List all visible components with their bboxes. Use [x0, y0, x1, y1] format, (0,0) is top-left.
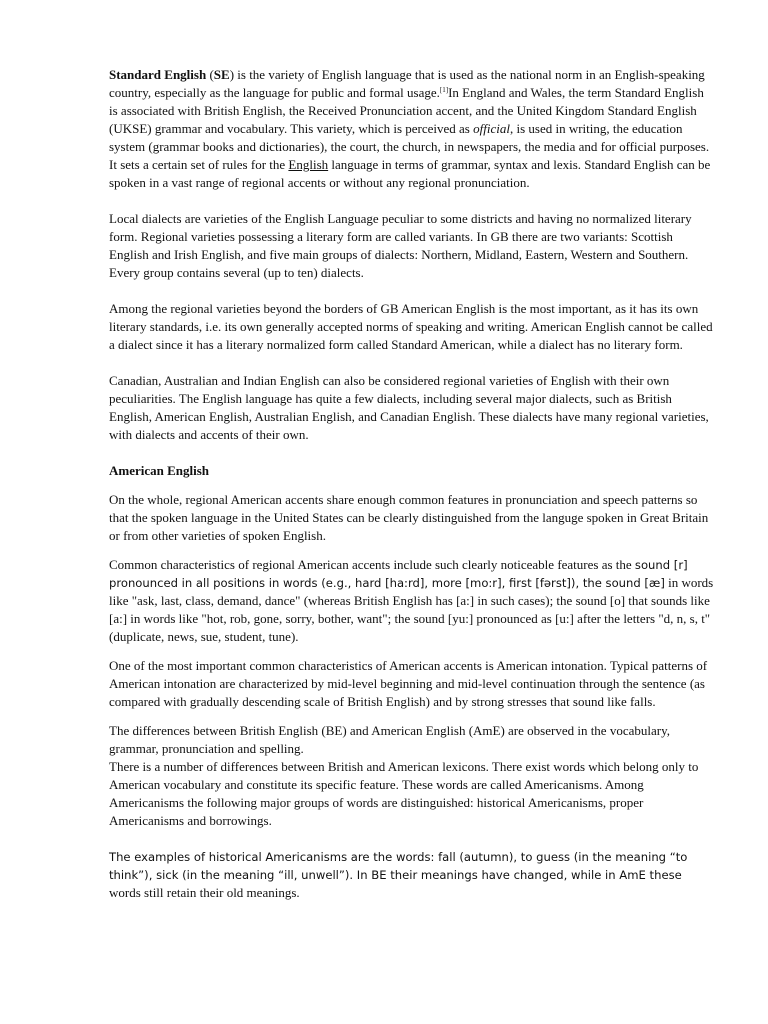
term-standard-english: Standard English [109, 67, 207, 82]
paragraph-standard-english: Standard English (SE) is the variety of English language that is used as the national norm in an English-speaking country, especially as the language for public and formal usage.[1]In England and Wales, the term Standard English is associated with British English, the Received Pronunciation accent, and the United Kingdom Standard English (UKSE) grammar and vocabulary. This variety, which is perceived as official, is used in writing, the education system (grammar books and dictionaries), the court, the church, in newspapers, the media and for official purposes. It sets a certain set of rules for the English language in terms of grammar, syntax and lexis. Standard English can be spoken in a vast range of regional accents or without any regional pronunciation. [109, 67, 711, 190]
paragraph-regional-varieties: Among the regional varieties beyond the borders of GB American English is the most important, as it has its own literary standards, i.e. its own generally accepted norms of speaking and writing. American English cannot be called a dialect since it has a literary normalized form called Standard American, while a dialect has no literary form. [109, 301, 713, 352]
paragraph-canadian-australian: Canadian, Australian and Indian English can also be considered regional varieties of English with their own peculiarities. The English language has quite a few dialects, including several major dialects, such as British English, American English, Australian English, and Canadian English. These dialects have many regional varieties, with dialects and accents of their own. [109, 373, 709, 442]
term-abbreviation: SE [213, 67, 230, 82]
english-link[interactable]: English [288, 157, 329, 172]
footnote-reference[interactable]: [1] [439, 86, 449, 94]
paragraph-historical-americanisms: The examples of historical Americanisms are the words: fall (autumn), to guess (in the meaning “to think”), sick (in the meaning “ill, unwell”). In BE their meanings have changed, while in AmE these words still retain their old meanings. [109, 850, 688, 900]
paragraph-common-characteristics: Common characteristics of regional American accents include such clearly noticeable features as the sound [r] pronounced in all positions in words (e.g., hard [ha:rd], more [mo:r], first [fərst]), the sound [æ] in words like "ask, last, class, demand, dance" (whereas British English has [a:] in such cases); the sound [o] that sounds like [a:] in words like "hot, rob, gone, sorry, bother, want"; the sound [yu:] pronounced as [u:] after the letters "d, n, s, t" (duplicate, news, sue, student, tune). [109, 557, 714, 644]
paragraph-american-accents: On the whole, regional American accents share enough common features in pronunciation and speech patterns so that the spoken language in the United States can be clearly distinguished from the languge spoken in Great Britain or from other varieties of spoken English. [109, 492, 709, 543]
section-heading-american-english: American English [109, 463, 210, 478]
paragraph-differences: The differences between British English (BE) and American English (AmE) are observed in the vocabulary, grammar, pronunciation and spelling. [109, 723, 670, 756]
document-page [109, 66, 715, 902]
paragraph-local-dialects: Local dialects are varieties of the English Language peculiar to some districts and having no normalized literary form. Regional varieties possessing a literary form are called variants. In GB there are two variants: Scottish English and Irish English, and five main groups of dialects: Northern, Midland, Eastern, Western and Southern. Every group contains several (up to ten) dialects. [109, 211, 692, 280]
paragraph-lexicon: There is a number of differences between British and American lexicons. There exist words which belong only to American vocabulary and constitute its specific feature. These words are called Americanisms. Among Americanisms the following major groups of words are distinguished: historical Americanisms, proper Americanisms and borrowings. [109, 759, 699, 828]
italic-official: official [473, 121, 510, 136]
paragraph-american-intonation: One of the most important common characteristics of American accents is American intonation. Typical patterns of American intonation are characterized by mid-level beginning and mid-level continuation through the sentence (as compared with gradually descending scale of British English) and by strong stresses that sound like falls. [109, 658, 708, 709]
